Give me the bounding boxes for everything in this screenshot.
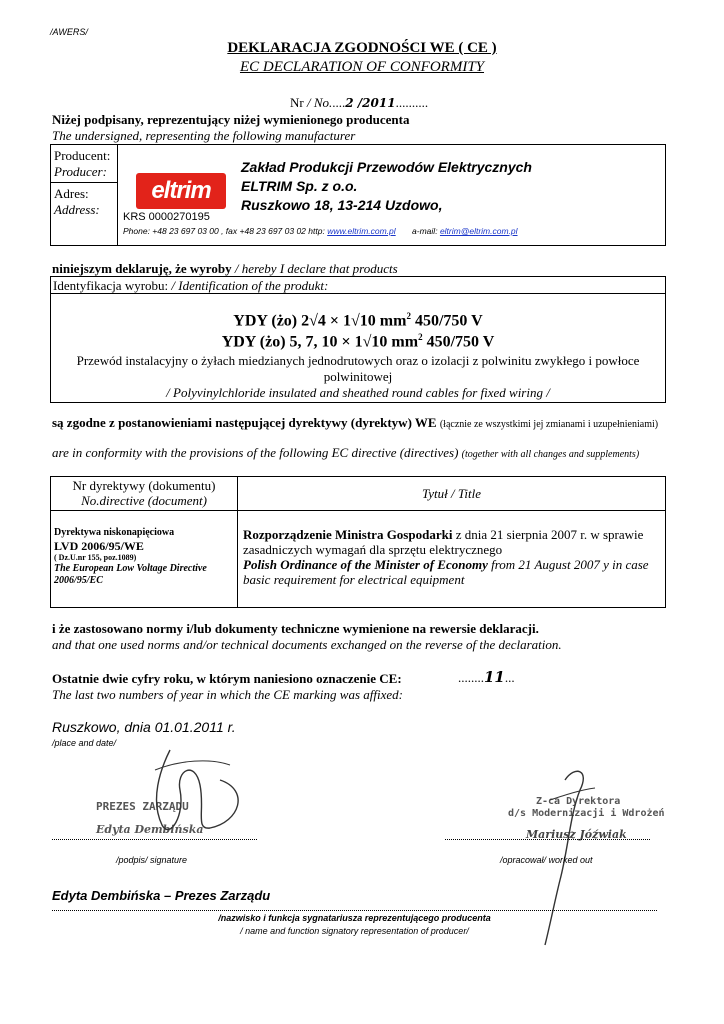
address-label-pl: Adres: — [54, 186, 89, 201]
product-id-pl: Identyfikacja wyrobu: — [53, 278, 169, 293]
signatory-name: Edyta Dembińska – Prezes Zarządu — [52, 888, 271, 903]
col1-header-pl: Nr dyrektywy (dokumentu) — [72, 478, 216, 493]
product-id-en: / Identification of the produkt: — [171, 278, 329, 293]
directive-col2-header: Tytuł / Title — [422, 486, 481, 501]
product-box — [50, 276, 666, 403]
product-line-2-tail: 450/750 V — [422, 333, 495, 351]
company-address: Ruszkowo 18, 13-214 Uzdowo, — [241, 197, 443, 213]
website-link[interactable]: www.eltrim.com.pl — [327, 226, 396, 236]
producer-label-en: Producer: — [54, 164, 107, 179]
email-label: a-mail: — [412, 226, 438, 236]
standards-pl: i że zastosowano normy i/lub dokumenty techniczne wymienione na rewersie deklaracji. — [52, 621, 539, 636]
left-signature — [100, 730, 260, 850]
producer-box — [50, 144, 666, 246]
signatory-label-en: / name and function signatory representation of producer/ — [240, 926, 469, 936]
directive-label-4: The European Low Voltage Directive 2006/95/EC — [54, 563, 207, 586]
declare-en: / hereby I declare that products — [234, 261, 398, 276]
place-date-value: Ruszkowo, dnia 01.01.2011 r. — [52, 719, 236, 735]
place-date-label: /place and date/ — [52, 738, 117, 748]
directive-title-en — [243, 557, 661, 587]
product-desc-pl: Przewód instalacyjny o żyłach miedzianych jednodrutowych oraz o izolacji z polwinitu zwykłego i powłoce polwinitowej — [76, 353, 640, 384]
product-id-label — [53, 278, 328, 294]
company-name-line1: Zakład Produkcji Przewodów Elektrycznych — [241, 159, 532, 175]
contact-phone-fax: Phone: +48 23 697 03 00 , fax +48 23 697 03 02 http: — [123, 226, 325, 236]
title-pl: DEKLARACJA ZGODNOŚCI WE ( CE ) — [227, 40, 497, 56]
producer-label-pl: Producent: — [54, 148, 111, 163]
ce-marking-en: The last two numbers of year in which the CE marking was affixed: — [52, 687, 403, 702]
col1-header-en: No.directive (document) — [81, 493, 207, 508]
directive-col1-header — [51, 478, 237, 508]
contact-line — [123, 226, 518, 236]
right-signature-line — [445, 838, 650, 840]
signatory-label-pl: /nazwisko i funkcja sygnatariusza reprezentującego producenta — [218, 913, 491, 923]
right-stamp-dept: d/s Modernizacji i Wdrożeń — [508, 808, 665, 819]
product-line-1 — [51, 311, 665, 330]
nr-label: Nr — [290, 95, 304, 110]
product-line-1-tail: 450/750 V — [410, 312, 483, 330]
intro-en: The undersigned, representing the following manufacturer — [52, 128, 356, 143]
directive-table — [50, 476, 666, 608]
right-stamp-name: Mariusz Jóźwiak — [526, 828, 627, 841]
title-en: EC DECLARATION OF CONFORMITY — [239, 59, 485, 75]
left-stamp-name: Edyta Dembińska — [96, 823, 204, 836]
left-signature-label: /podpis/ signature — [116, 855, 188, 865]
directive-title-en-bold: Polish Ordinance of the Minister of Economy — [243, 557, 488, 572]
product-line-1-text: YDY (żo) 2√4 × 1√10 mm — [233, 312, 407, 330]
directive-title-pl-bold: Rozporządzenie Ministra Gospodarki — [243, 527, 453, 542]
signatory-line — [52, 909, 657, 911]
declaration-number: Nr / No.....2 /2011.......... — [290, 95, 429, 110]
declare-line — [52, 261, 398, 277]
standards-en: and that one used norms and/or technical documents exchanged on the reverse of the declaration. — [52, 637, 562, 652]
directive-title-en-rest: from 21 August 2007 y in case basic requirement for electrical equipment — [243, 557, 649, 587]
no-label: / No. — [306, 95, 333, 110]
directive-label-2: LVD 2006/95/WE — [54, 539, 144, 553]
company-logo — [136, 173, 226, 209]
product-desc-en: / Polyvinylchloride insulated and sheathed round cables for fixed wiring / — [166, 385, 550, 400]
product-line-1-sup: 2 — [406, 311, 411, 321]
intro-pl: Niżej podpisany, reprezentujący niżej wymienionego producenta — [52, 112, 410, 127]
directive-title-cell — [243, 527, 661, 587]
conformity-pl — [52, 416, 672, 432]
ce-marking-value: 11 — [484, 668, 505, 686]
company-name-line2: ELTRIM Sp. z o.o. — [241, 178, 358, 194]
ce-marking-value-field: ........11... — [458, 668, 515, 686]
conformity-en-text: are in conformity with the provisions of the following EC directive (directives) — [52, 445, 459, 460]
conformity-pl-bold: są zgodne z postanowieniami następującej dyrektywy (dyrektyw) WE — [52, 415, 437, 430]
conformity-en — [52, 446, 672, 461]
product-line-2-sup: 2 — [418, 332, 423, 342]
directive-label-3: ( Dz.U.nr 155, poz.1089) — [54, 553, 137, 562]
product-line-2 — [51, 332, 665, 351]
right-stamp-title: Z-ca Dyrektora — [536, 796, 621, 807]
left-stamp-title: PREZES ZARZĄDU — [96, 800, 189, 813]
directive-number-cell — [54, 527, 234, 587]
declare-pl: niniejszym deklaruję, że wyroby — [52, 261, 232, 276]
conformity-en-small: (together with all changes and supplements) — [461, 449, 640, 460]
nr-value: 2 /2011 — [345, 96, 396, 110]
side-label: /AWERS/ — [50, 27, 88, 37]
directive-title-pl-rest: z dnia 21 sierpnia 2007 r. w sprawie zasadniczych wymagań dla sprzętu elektrycznego — [243, 527, 644, 557]
directive-title-pl — [243, 527, 661, 557]
email-link[interactable]: eltrim@eltrim.com.pl — [439, 226, 518, 236]
ce-marking-pl: Ostatnie dwie cyfry roku, w którym naniesiono oznaczenie CE: — [52, 671, 402, 686]
directive-label-1: Dyrektywa niskonapięciowa — [54, 527, 175, 538]
right-signature-label: /opracował/ worked out — [500, 855, 593, 865]
product-line-2-text: YDY (żo) 5, 7, 10 × 1√10 mm — [221, 333, 419, 351]
krs-number: KRS 0000270195 — [123, 211, 210, 223]
left-signature-line — [52, 838, 257, 840]
conformity-pl-small: (łącznie ze wszystkimi jej zmianami i uzupełnieniami) — [439, 419, 659, 430]
logo-text: eltrim — [151, 177, 211, 204]
company-name — [241, 158, 532, 215]
address-label-en: Address: — [54, 202, 100, 217]
